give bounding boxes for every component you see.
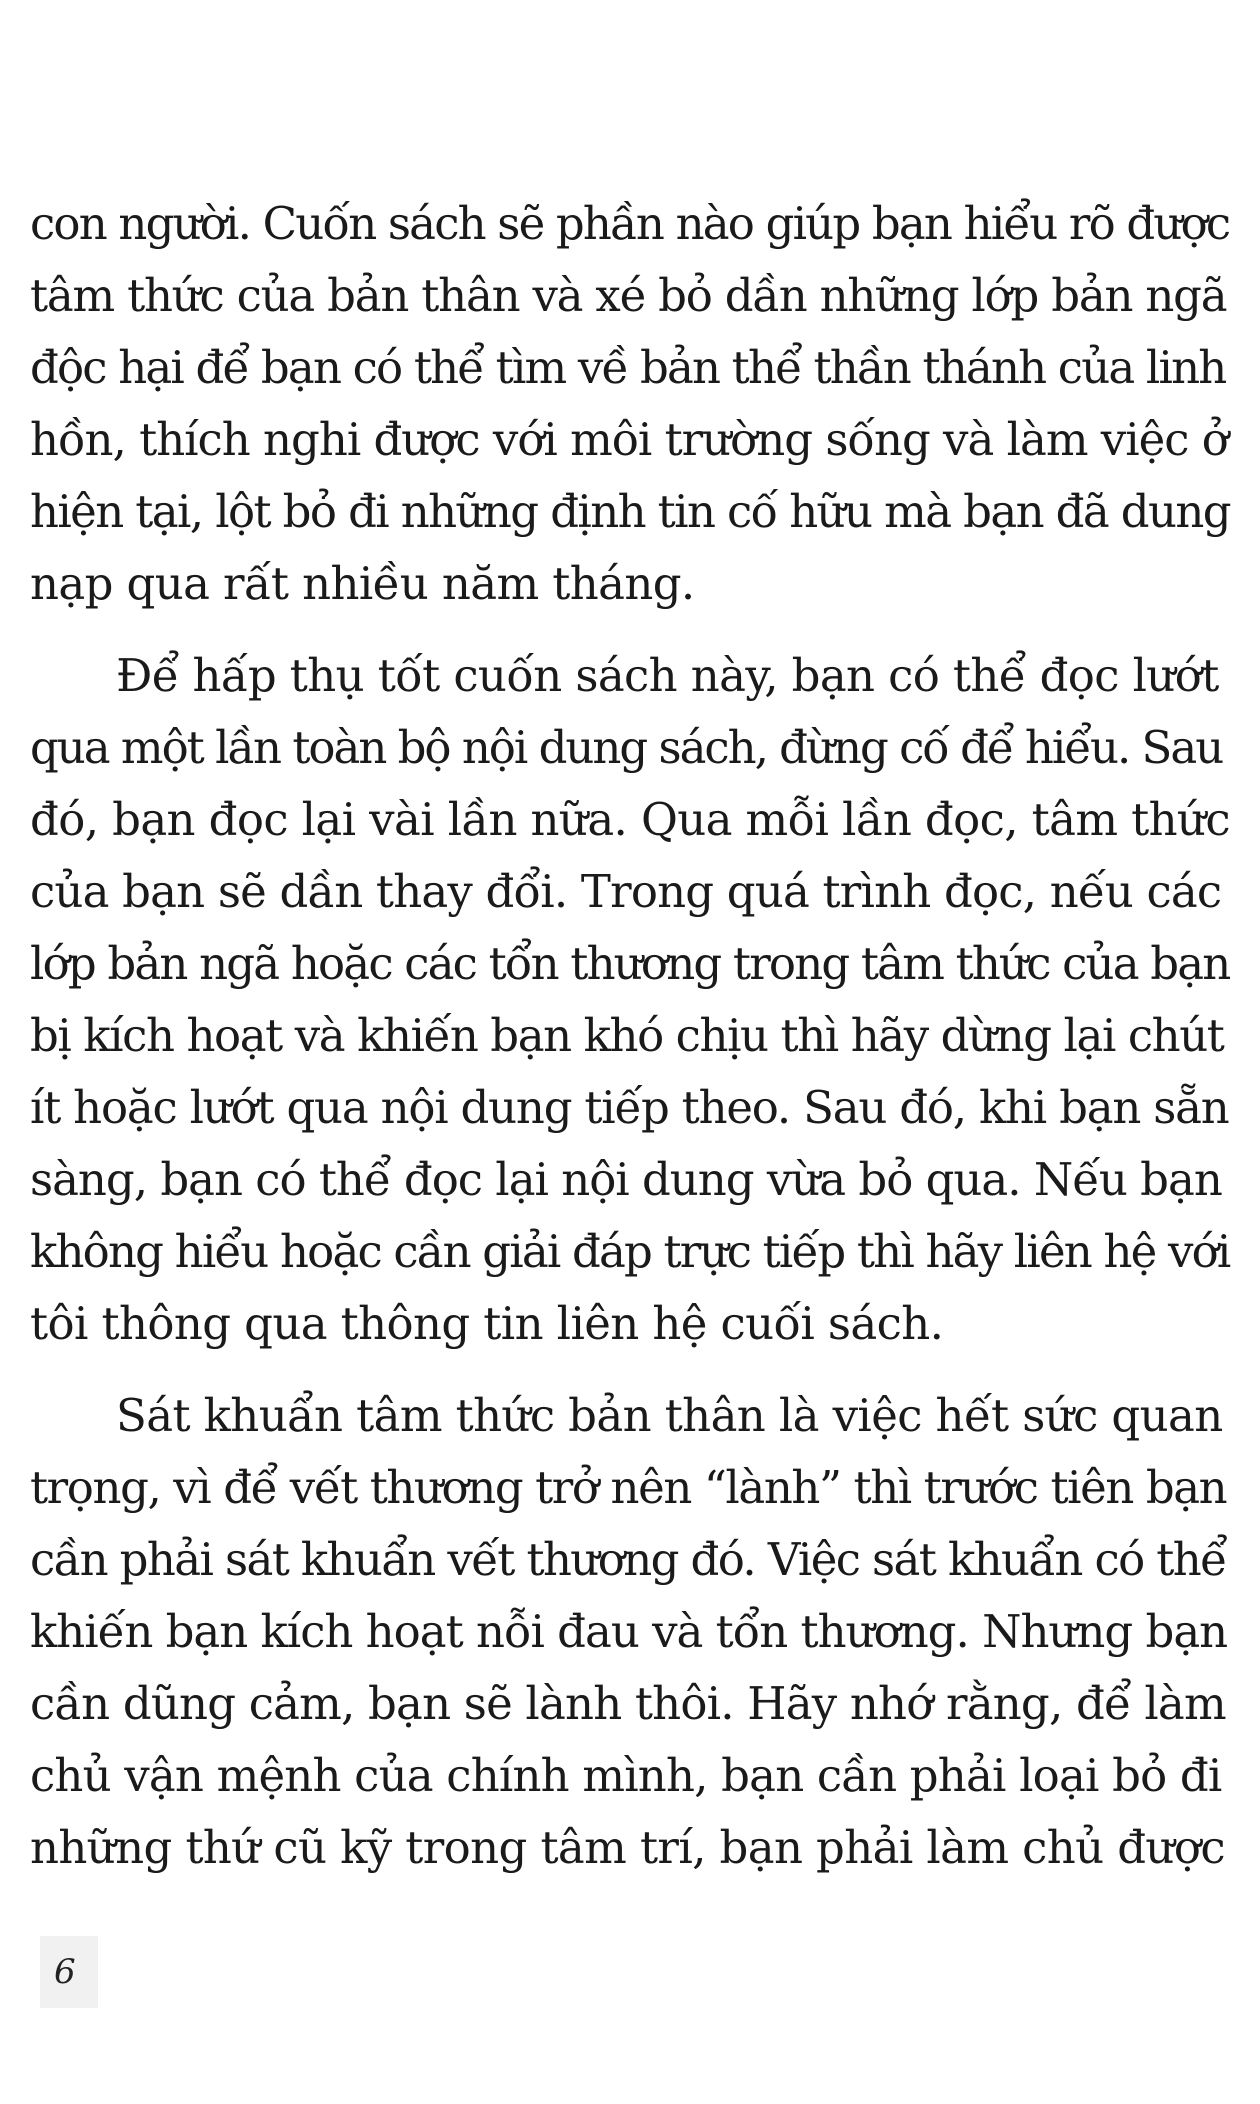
text-line: tôi thông qua thông tin liên hệ cuối sách. [30, 1297, 944, 1350]
text-line: hiện tại, lột bỏ đi những định tin cố hữu mà bạn đã dung [30, 485, 1230, 538]
paragraph-3 [30, 1380, 1230, 1884]
text-line: độc hại để bạn có thể tìm về bản thể thần thánh của linh [30, 341, 1226, 394]
text-line: đó, bạn đọc lại vài lần nữa. Qua mỗi lần đọc, tâm thức [30, 793, 1230, 846]
text-line: nạp qua rất nhiều năm tháng. [30, 557, 695, 610]
text-line: bị kích hoạt và khiến bạn khó chịu thì hãy dừng lại chút [30, 1009, 1224, 1062]
text-line: hồn, thích nghi được với môi trường sống và làm việc ở [30, 413, 1228, 466]
paragraph-gap [30, 1360, 1230, 1380]
text-line: con người. Cuốn sách sẽ phần nào giúp bạn hiểu rõ được [30, 197, 1230, 250]
text-line: những thứ cũ kỹ trong tâm trí, bạn phải làm chủ được [30, 1821, 1225, 1874]
text-line: trọng, vì để vết thương trở nên “lành” thì trước tiên bạn [30, 1461, 1227, 1514]
text-line: Để hấp thụ tốt cuốn sách này, bạn có thể đọc lướt [116, 649, 1219, 702]
text-line: cần dũng cảm, bạn sẽ lành thôi. Hãy nhớ rằng, để làm [30, 1677, 1226, 1730]
paragraph-1 [30, 188, 1230, 620]
text-line: không hiểu hoặc cần giải đáp trực tiếp thì hãy liên hệ với [30, 1225, 1230, 1278]
text-line: lớp bản ngã hoặc các tổn thương trong tâm thức của bạn [30, 937, 1230, 990]
text-line: ít hoặc lướt qua nội dung tiếp theo. Sau đó, khi bạn sẵn [30, 1081, 1229, 1134]
text-line: cần phải sát khuẩn vết thương đó. Việc sát khuẩn có thể [30, 1533, 1227, 1586]
text-line: chủ vận mệnh của chính mình, bạn cần phải loại bỏ đi [30, 1749, 1222, 1802]
paragraph-2 [30, 640, 1230, 1360]
text-line: sàng, bạn có thể đọc lại nội dung vừa bỏ qua. Nếu bạn [30, 1153, 1222, 1206]
body-text [30, 188, 1230, 1884]
text-line: khiến bạn kích hoạt nỗi đau và tổn thương. Nhưng bạn [30, 1605, 1228, 1658]
text-line: qua một lần toàn bộ nội dung sách, đừng cố để hiểu. Sau [30, 721, 1223, 774]
paragraph-gap [30, 620, 1230, 640]
text-line: Sát khuẩn tâm thức bản thân là việc hết sức quan [116, 1389, 1223, 1442]
text-line: tâm thức của bản thân và xé bỏ dần những lớp bản ngã [30, 269, 1227, 322]
page-number: 6 [54, 1952, 76, 1992]
text-line: của bạn sẽ dần thay đổi. Trong quá trình đọc, nếu các [30, 865, 1222, 918]
